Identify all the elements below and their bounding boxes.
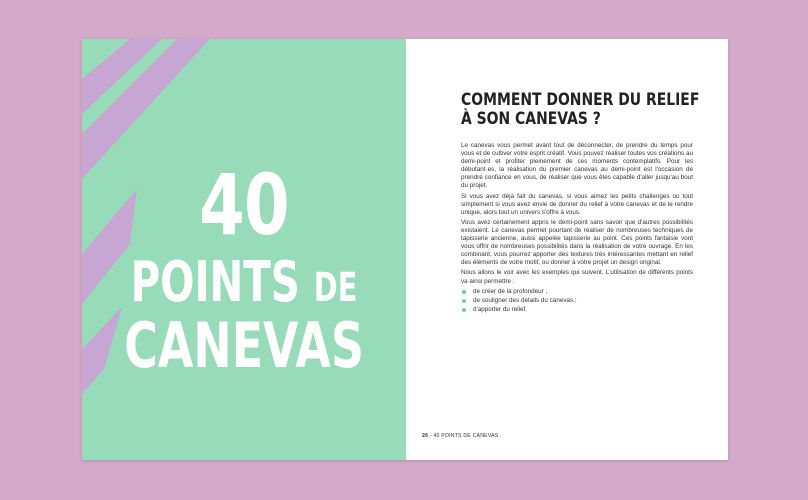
page-footer [422,433,498,439]
title-word-points: POINTS [130,250,300,315]
bullet-text: de créer de la profondeur ; [473,287,548,295]
bullet-dot-icon [462,290,466,294]
title-word-canevas: CANEVAS [124,309,364,382]
title-line-points [127,250,360,315]
bullet-list [461,288,693,314]
bullet-text: de souligner des détails du canevas ; [473,296,577,304]
chapter-title-line1: COMMENT DONNER DU RELIEF [461,90,700,110]
cover-title [82,156,406,382]
chapter-title-line2: À SON CANEVAS ? [461,109,601,129]
chapter-title [461,90,700,129]
bullet-dot-icon [462,299,466,303]
paragraph: Nous allons le voir avec les exemples qui suivent. L'utilisation de différents points va ainsi permettre : [461,269,693,285]
body-text [461,142,693,315]
page-number: 26 [422,433,429,439]
paragraph: Si vous avez déjà fait du canevas, si vous aimez les petits challenges ou tout simplement si vous avez envie de donner du relief à votre canevas et de le rendre unique, alors tout un univers s'offre à vous. [461,192,693,216]
right-page [406,39,728,460]
book-spread [82,39,728,460]
list-item [461,306,693,314]
bullet-text: d'apporter du relief. [473,305,528,313]
left-page [82,39,406,460]
paragraph: Vous avez certainement appris le demi-point sans savoir que d'autres possibilités existaient. Le canevas permet pourtant de réaliser de nombreuses techniques de tapisserie ancienne, aussi appelée tapisserie au point. Ces points fantaisie vont vous offrir de nombreuses possibilités dans la réalisation de votre ouvrage. En les combinant, vous pourrez apporter des textures très intéressantes mettant en relief des éléments de votre motif, ou donner à votre projet un design original. [461,218,693,267]
paragraph: Le canevas vous permet avant tout de déconnecter, de prendre du temps pour vous et de cultiver votre esprit créatif. Vous pouvez réaliser toutes vos créations au demi-point et profiter pleinement de ces moments contemplatifs. Pour les débutant·es, la réalisation du premier canevas au demi-point est l'occasion de prendre confiance en vous, de réaliser que vous êtes capable d'aller jusqu'au bout du projet. [461,142,693,190]
list-item [461,288,693,296]
list-item [461,297,693,305]
bullet-dot-icon [462,308,466,312]
title-word-de: DE [313,265,358,311]
running-footer: - 40 POINTS DE CANEVAS [429,433,499,439]
title-number: 40 [199,156,289,254]
